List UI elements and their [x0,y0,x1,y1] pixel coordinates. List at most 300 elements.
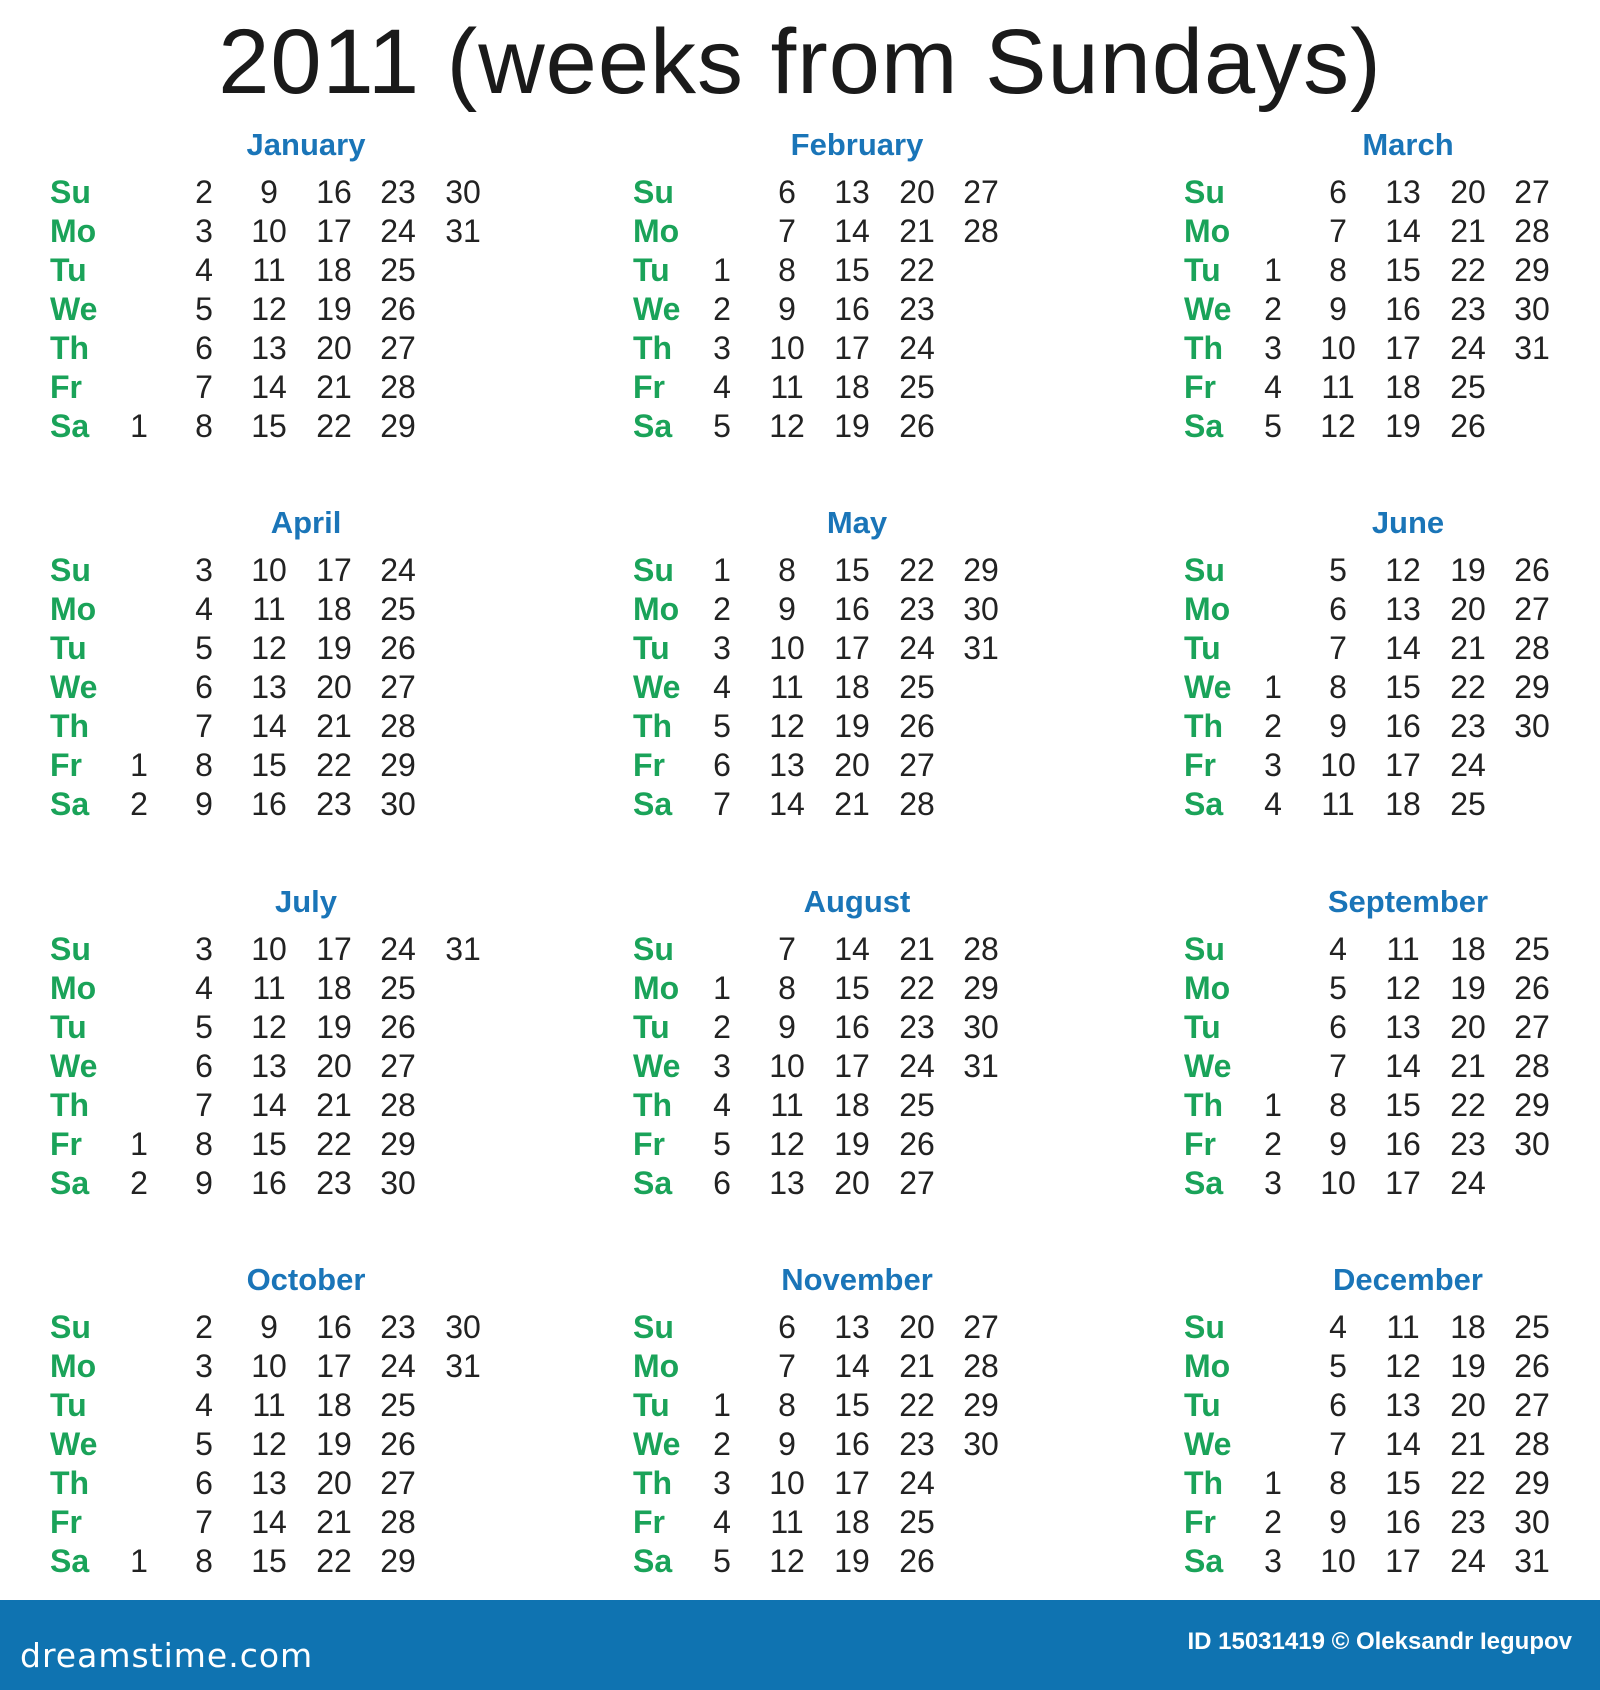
date-cell: 31 [963,630,999,666]
date-cell: 10 [1320,330,1356,366]
date-cell: 13 [251,1465,287,1501]
date-cell: 15 [251,747,287,783]
date-cell: 30 [380,1165,416,1201]
day-label-we: We [50,669,98,705]
date-cell: 8 [778,252,796,288]
date-cell: 28 [963,213,999,249]
date-cell: 14 [251,1087,287,1123]
date-cell: 16 [316,1309,352,1345]
date-cell: 6 [195,330,213,366]
date-cell: 11 [252,970,286,1006]
date-cell: 2 [1264,708,1282,744]
month-name: January [246,127,366,162]
date-cell: 1 [713,552,731,588]
date-cell: 16 [834,591,870,627]
date-cell: 18 [834,669,870,705]
date-cell: 6 [195,1465,213,1501]
date-cell: 27 [380,1465,416,1501]
date-cell: 3 [713,1465,731,1501]
date-cell: 2 [130,1165,148,1201]
date-cell: 8 [1329,669,1347,705]
date-cell: 17 [316,1348,352,1384]
date-cell: 14 [251,708,287,744]
day-label-mo: Mo [633,591,680,627]
date-cell: 6 [1329,174,1347,210]
date-cell: 16 [1385,1126,1421,1162]
date-cell: 11 [252,1387,286,1423]
month-name: March [1362,127,1454,162]
day-label-sa: Sa [50,408,90,444]
date-cell: 2 [195,174,213,210]
site-logo[interactable]: dreamstime.com [20,1636,314,1675]
date-cell: 18 [1450,931,1486,967]
date-cell: 14 [1385,630,1421,666]
date-cell: 10 [251,552,287,588]
date-cell: 30 [1514,291,1550,327]
day-label-mo: Mo [50,1348,97,1384]
day-label-su: Su [633,931,674,967]
day-label-mo: Mo [50,591,97,627]
date-cell: 1 [130,1543,148,1579]
date-cell: 17 [316,552,352,588]
date-cell: 13 [1385,1387,1421,1423]
date-cell: 17 [834,630,870,666]
date-cell: 15 [834,970,870,1006]
date-cell: 7 [1329,1048,1347,1084]
day-label-mo: Mo [633,1348,680,1384]
date-cell: 12 [769,1543,805,1579]
month-october [40,1260,510,1600]
date-cell: 4 [713,369,731,405]
day-label-tu: Tu [1184,630,1221,666]
date-cell: 15 [1385,669,1421,705]
day-label-su: Su [633,174,674,210]
date-cell: 20 [316,1465,352,1501]
date-cell: 23 [1450,291,1486,327]
date-cell: 5 [1264,408,1282,444]
date-cell: 19 [1450,552,1486,588]
date-cell: 13 [251,330,287,366]
date-cell: 27 [899,747,935,783]
day-label-we: We [50,1426,98,1462]
day-label-we: We [633,291,681,327]
date-cell: 30 [1514,1504,1550,1540]
date-cell: 19 [316,1426,352,1462]
date-cell: 18 [1385,369,1421,405]
date-cell: 16 [251,1165,287,1201]
date-cell: 25 [1514,1309,1550,1345]
date-cell: 5 [195,291,213,327]
day-label-th: Th [1184,1087,1224,1123]
date-cell: 1 [713,970,731,1006]
day-label-sa: Sa [1184,408,1224,444]
date-cell: 11 [1386,931,1420,967]
date-cell: 13 [834,174,870,210]
date-cell: 14 [251,1504,287,1540]
date-cell: 11 [1321,786,1355,822]
month-december [1174,1260,1600,1600]
month-january [40,125,510,465]
date-cell: 26 [1450,408,1486,444]
date-cell: 10 [769,330,805,366]
date-cell: 7 [713,786,731,822]
date-cell: 21 [899,213,935,249]
date-cell: 15 [834,1387,870,1423]
date-cell: 28 [380,369,416,405]
date-cell: 22 [1450,252,1486,288]
date-cell: 27 [380,330,416,366]
month-name: September [1327,884,1489,919]
date-cell: 25 [899,369,935,405]
date-cell: 27 [963,174,999,210]
date-cell: 10 [251,213,287,249]
date-cell: 8 [195,1543,213,1579]
date-cell: 11 [1321,369,1355,405]
date-cell: 22 [899,252,935,288]
date-cell: 19 [316,630,352,666]
date-cell: 27 [1514,591,1550,627]
date-cell: 19 [1450,970,1486,1006]
day-label-th: Th [633,708,673,744]
date-cell: 4 [713,1504,731,1540]
day-label-sa: Sa [1184,1543,1224,1579]
date-cell: 21 [316,369,352,405]
date-cell: 28 [899,786,935,822]
day-label-tu: Tu [1184,1387,1221,1423]
date-cell: 2 [1264,1504,1282,1540]
date-cell: 24 [899,1465,935,1501]
day-label-fr: Fr [1184,1504,1216,1540]
date-cell: 9 [778,591,796,627]
day-label-th: Th [1184,708,1224,744]
day-label-fr: Fr [50,1126,82,1162]
date-cell: 23 [899,291,935,327]
day-label-we: We [1184,1048,1232,1084]
date-cell: 1 [130,747,148,783]
date-cell: 25 [380,1387,416,1423]
date-cell: 9 [260,174,278,210]
date-cell: 20 [316,669,352,705]
day-label-su: Su [50,174,91,210]
date-cell: 30 [445,174,481,210]
day-label-we: We [1184,291,1232,327]
date-cell: 18 [1385,786,1421,822]
date-cell: 13 [251,669,287,705]
date-cell: 30 [963,1009,999,1045]
date-cell: 17 [316,931,352,967]
day-label-fr: Fr [633,369,665,405]
date-cell: 16 [1385,291,1421,327]
date-cell: 13 [1385,1009,1421,1045]
date-cell: 11 [252,252,286,288]
date-cell: 4 [1329,931,1347,967]
date-cell: 20 [899,174,935,210]
date-cell: 13 [769,747,805,783]
day-label-fr: Fr [633,1126,665,1162]
day-label-mo: Mo [50,970,97,1006]
date-cell: 24 [1450,1165,1486,1201]
date-cell: 26 [899,708,935,744]
day-label-we: We [1184,1426,1232,1462]
date-cell: 17 [316,213,352,249]
day-label-sa: Sa [50,786,90,822]
date-cell: 3 [713,630,731,666]
date-cell: 18 [1450,1309,1486,1345]
date-cell: 18 [834,1087,870,1123]
month-july [40,882,510,1222]
date-cell: 16 [316,174,352,210]
date-cell: 9 [1329,1126,1347,1162]
date-cell: 28 [1514,1048,1550,1084]
date-cell: 29 [963,552,999,588]
date-cell: 28 [1514,1426,1550,1462]
date-cell: 31 [963,1048,999,1084]
date-cell: 5 [1329,552,1347,588]
date-cell: 23 [1450,708,1486,744]
date-cell: 25 [899,1087,935,1123]
date-cell: 6 [713,747,731,783]
date-cell: 29 [380,1543,416,1579]
date-cell: 3 [195,1348,213,1384]
date-cell: 25 [899,1504,935,1540]
month-name: May [826,505,888,540]
date-cell: 30 [1514,1126,1550,1162]
date-cell: 21 [1450,1048,1486,1084]
date-cell: 10 [1320,1165,1356,1201]
day-label-fr: Fr [50,369,82,405]
date-cell: 20 [834,1165,870,1201]
date-cell: 1 [130,1126,148,1162]
date-cell: 8 [778,552,796,588]
date-cell: 1 [1264,1087,1282,1123]
date-cell: 19 [316,1009,352,1045]
month-november [623,1260,1093,1600]
date-cell: 26 [380,1426,416,1462]
date-cell: 22 [316,1126,352,1162]
date-cell: 3 [713,1048,731,1084]
day-label-mo: Mo [1184,213,1231,249]
date-cell: 22 [316,1543,352,1579]
date-cell: 8 [1329,252,1347,288]
day-label-th: Th [633,330,673,366]
date-cell: 9 [1329,708,1347,744]
date-cell: 4 [1264,786,1282,822]
date-cell: 14 [1385,1426,1421,1462]
date-cell: 12 [769,708,805,744]
date-cell: 30 [380,786,416,822]
date-cell: 18 [316,252,352,288]
date-cell: 9 [195,1165,213,1201]
date-cell: 8 [195,1126,213,1162]
date-cell: 16 [834,291,870,327]
date-cell: 14 [251,369,287,405]
image-credit: ID 15031419 © Oleksandr Iegupov [1187,1628,1572,1655]
day-label-we: We [50,291,98,327]
date-cell: 23 [316,786,352,822]
date-cell: 11 [770,369,804,405]
date-cell: 7 [195,1504,213,1540]
date-cell: 26 [1514,552,1550,588]
date-cell: 20 [1450,591,1486,627]
date-cell: 15 [1385,1465,1421,1501]
date-cell: 17 [1385,1165,1421,1201]
day-label-tu: Tu [1184,1009,1221,1045]
date-cell: 15 [834,552,870,588]
date-cell: 15 [251,1543,287,1579]
date-cell: 23 [899,1009,935,1045]
day-label-tu: Tu [633,1387,670,1423]
date-cell: 2 [195,1309,213,1345]
date-cell: 24 [1450,330,1486,366]
date-cell: 26 [1514,970,1550,1006]
date-cell: 21 [316,1504,352,1540]
month-september [1174,882,1600,1222]
day-label-mo: Mo [633,213,680,249]
day-label-mo: Mo [1184,970,1231,1006]
date-cell: 25 [1514,931,1550,967]
date-cell: 3 [1264,330,1282,366]
date-cell: 12 [769,1126,805,1162]
date-cell: 3 [1264,747,1282,783]
date-cell: 24 [899,630,935,666]
date-cell: 20 [834,747,870,783]
date-cell: 24 [380,213,416,249]
date-cell: 20 [1450,174,1486,210]
date-cell: 6 [195,1048,213,1084]
date-cell: 12 [1320,408,1356,444]
date-cell: 10 [769,630,805,666]
month-name: April [270,505,342,540]
day-label-tu: Tu [633,1009,670,1045]
date-cell: 9 [778,1426,796,1462]
date-cell: 5 [713,1126,731,1162]
date-cell: 27 [963,1309,999,1345]
date-cell: 26 [1514,1348,1550,1384]
date-cell: 12 [769,408,805,444]
day-label-su: Su [633,1309,674,1345]
date-cell: 30 [445,1309,481,1345]
day-label-tu: Tu [633,630,670,666]
date-cell: 2 [1264,291,1282,327]
date-cell: 31 [445,1348,481,1384]
date-cell: 28 [963,1348,999,1384]
day-label-th: Th [633,1465,673,1501]
date-cell: 10 [769,1465,805,1501]
date-cell: 24 [380,552,416,588]
date-cell: 19 [834,1543,870,1579]
date-cell: 29 [963,970,999,1006]
day-label-tu: Tu [50,1009,87,1045]
day-label-mo: Mo [50,213,97,249]
date-cell: 7 [778,931,796,967]
date-cell: 12 [1385,552,1421,588]
date-cell: 21 [834,786,870,822]
day-label-su: Su [50,931,91,967]
date-cell: 31 [1514,1543,1550,1579]
date-cell: 18 [834,1504,870,1540]
date-cell: 17 [834,330,870,366]
date-cell: 7 [1329,213,1347,249]
date-cell: 14 [834,213,870,249]
date-cell: 7 [778,1348,796,1384]
day-label-su: Su [633,552,674,588]
date-cell: 11 [1386,1309,1420,1345]
date-cell: 25 [380,970,416,1006]
date-cell: 27 [899,1165,935,1201]
month-name: November [781,1262,933,1297]
date-cell: 8 [1329,1465,1347,1501]
date-cell: 23 [316,1165,352,1201]
day-label-th: Th [50,1465,90,1501]
date-cell: 5 [713,408,731,444]
date-cell: 13 [1385,174,1421,210]
day-label-th: Th [50,1087,90,1123]
date-cell: 16 [251,786,287,822]
date-cell: 27 [380,1048,416,1084]
month-name: December [1333,1262,1483,1297]
date-cell: 21 [899,1348,935,1384]
day-label-su: Su [1184,1309,1225,1345]
date-cell: 11 [770,669,804,705]
date-cell: 12 [251,1426,287,1462]
date-cell: 6 [1329,591,1347,627]
date-cell: 4 [713,669,731,705]
date-cell: 19 [834,408,870,444]
date-cell: 30 [963,1426,999,1462]
day-label-su: Su [1184,174,1225,210]
date-cell: 24 [1450,747,1486,783]
date-cell: 21 [1450,213,1486,249]
day-label-tu: Tu [50,630,87,666]
date-cell: 27 [1514,174,1550,210]
date-cell: 6 [1329,1009,1347,1045]
date-cell: 22 [1450,1465,1486,1501]
date-cell: 8 [1329,1087,1347,1123]
date-cell: 25 [899,669,935,705]
date-cell: 7 [1329,1426,1347,1462]
date-cell: 19 [1450,1348,1486,1384]
date-cell: 28 [380,1087,416,1123]
date-cell: 29 [380,747,416,783]
day-label-mo: Mo [1184,1348,1231,1384]
date-cell: 2 [1264,1126,1282,1162]
date-cell: 21 [316,1087,352,1123]
date-cell: 2 [713,1426,731,1462]
date-cell: 7 [195,708,213,744]
day-label-su: Su [50,1309,91,1345]
month-april [40,503,510,843]
date-cell: 31 [445,931,481,967]
date-cell: 14 [1385,1048,1421,1084]
date-cell: 27 [1514,1009,1550,1045]
day-label-tu: Tu [633,252,670,288]
date-cell: 12 [251,630,287,666]
date-cell: 21 [1450,1426,1486,1462]
date-cell: 10 [251,1348,287,1384]
date-cell: 1 [1264,669,1282,705]
day-label-fr: Fr [50,747,82,783]
date-cell: 3 [195,931,213,967]
date-cell: 11 [770,1504,804,1540]
date-cell: 16 [834,1426,870,1462]
day-label-we: We [633,669,681,705]
date-cell: 7 [195,369,213,405]
date-cell: 19 [834,708,870,744]
day-label-fr: Fr [633,747,665,783]
date-cell: 18 [316,1387,352,1423]
date-cell: 1 [130,408,148,444]
date-cell: 20 [1450,1387,1486,1423]
